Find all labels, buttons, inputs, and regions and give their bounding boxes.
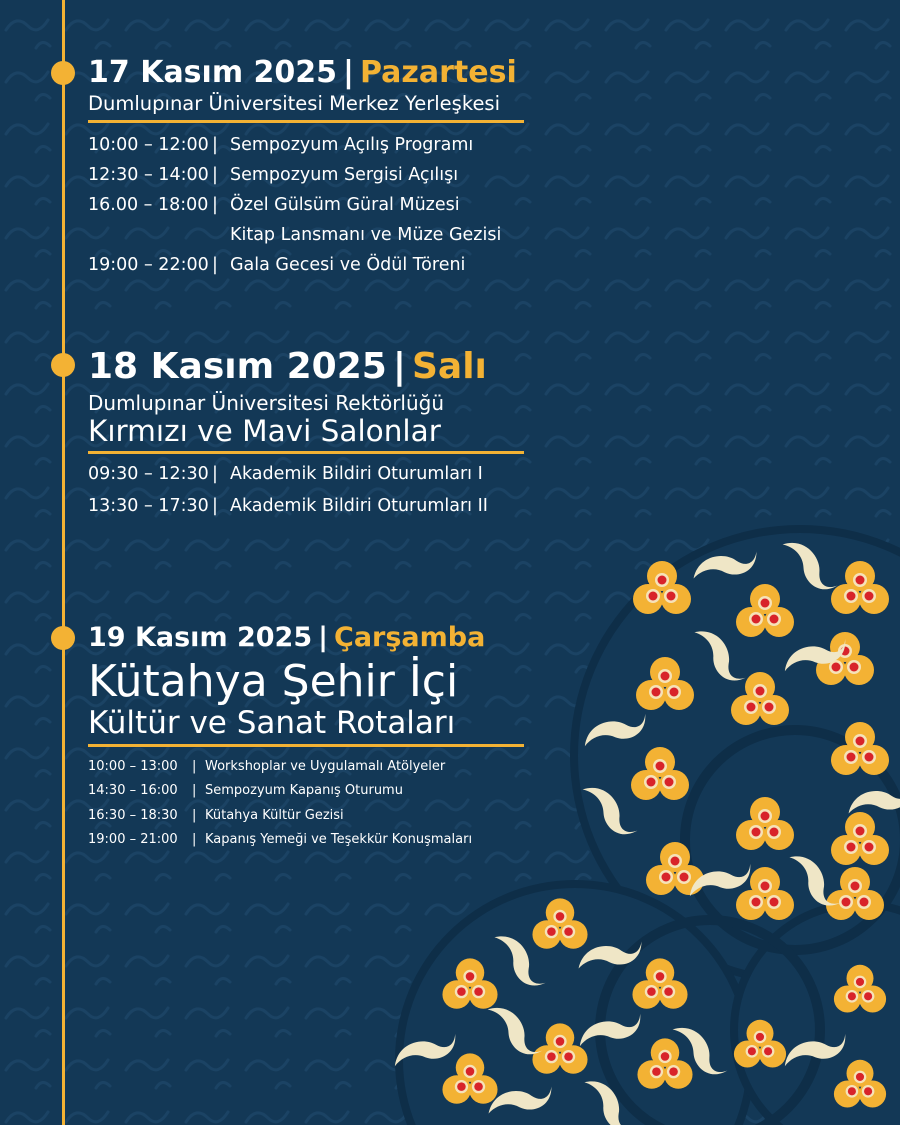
day-section-19: [88, 624, 528, 857]
heading-separator: |: [318, 622, 328, 653]
item-title: Sempozyum Açılış Programı: [230, 135, 474, 156]
heading-separator: |: [392, 346, 406, 387]
item-time: 16.00 – 18:00: [88, 195, 209, 216]
item-separator: |: [192, 807, 197, 823]
heading-separator: |: [343, 55, 354, 90]
item-time: 14:30 – 16:00: [88, 783, 178, 799]
schedule-item-continued: [88, 225, 528, 255]
schedule-list: [88, 135, 528, 285]
item-separator: |: [212, 135, 218, 156]
item-separator: |: [192, 783, 197, 799]
item-time: 19:00 – 22:00: [88, 255, 209, 276]
venue-line: Dumlupınar Üniversitesi Rektörlüğü: [88, 391, 445, 415]
item-title: Workshoplar ve Uygulamalı Atölyeler: [205, 758, 446, 774]
day-weekday: Salı: [411, 346, 487, 387]
venue-line-large: Kütahya Şehir İçi: [88, 656, 459, 707]
schedule-item: [88, 496, 528, 528]
heading-rule: [88, 744, 524, 747]
day-date: 19 Kasım 2025: [88, 622, 313, 653]
item-title: Özel Gülsüm Güral Müzesi: [230, 195, 460, 216]
item-title: Akademik Bildiri Oturumları I: [230, 463, 483, 484]
day-date: 17 Kasım 2025: [88, 55, 338, 90]
item-time: 19:00 – 21:00: [88, 832, 178, 848]
timeline-dot: [51, 353, 75, 377]
schedule-item: [88, 759, 528, 784]
timeline-line: [62, 0, 65, 1125]
schedule-item: [88, 135, 528, 165]
schedule-item: [88, 255, 528, 285]
item-time: 12:30 – 14:00: [88, 165, 209, 186]
day-date: 18 Kasım 2025: [88, 346, 387, 387]
schedule-item: [88, 783, 528, 808]
day-weekday: Çarşamba: [334, 622, 486, 653]
item-time: 13:30 – 17:30: [88, 495, 209, 516]
item-separator: |: [212, 195, 218, 216]
item-title: Gala Gecesi ve Ödül Töreni: [230, 255, 466, 276]
item-title: Sempozyum Sergisi Açılışı: [230, 165, 459, 186]
item-separator: |: [212, 463, 218, 484]
heading-rule: [88, 451, 524, 454]
venue-line-large: Kırmızı ve Mavi Salonlar: [88, 414, 441, 448]
item-separator: |: [212, 255, 218, 276]
item-separator: |: [212, 165, 218, 186]
schedule-list: [88, 759, 528, 857]
item-title: Akademik Bildiri Oturumları II: [230, 495, 488, 516]
day-section-18: [88, 346, 528, 528]
schedule-item: [88, 165, 528, 195]
item-separator: |: [192, 758, 197, 774]
item-title: Kapanış Yemeği ve Teşekkür Konuşmaları: [205, 832, 473, 848]
day-heading: [88, 346, 528, 387]
item-title: Sempozyum Kapanış Oturumu: [205, 783, 403, 799]
item-time: 16:30 – 18:30: [88, 807, 178, 823]
timeline-dot: [51, 61, 75, 85]
schedule-item: [88, 195, 528, 225]
item-time: 09:30 – 12:30: [88, 463, 209, 484]
item-title-continued: Kitap Lansmanı ve Müze Gezisi: [230, 225, 502, 246]
timeline-dot: [51, 626, 75, 650]
day-section-17: [88, 55, 528, 285]
schedule-item: [88, 464, 528, 496]
schedule-item: [88, 832, 528, 857]
item-separator: |: [212, 495, 218, 516]
day-heading: [88, 55, 528, 90]
venue-line: Dumlupınar Üniversitesi Merkez Yerleşkesi: [88, 92, 501, 115]
schedule-item: [88, 808, 528, 833]
item-time: 10:00 – 13:00: [88, 758, 178, 774]
venue-line: Kültür ve Sanat Rotaları: [88, 705, 456, 742]
item-time: 10:00 – 12:00: [88, 135, 209, 156]
schedule-list: [88, 464, 528, 528]
day-heading: [88, 624, 528, 651]
item-title: Kütahya Kültür Gezisi: [205, 807, 344, 823]
day-weekday: Pazartesi: [360, 55, 517, 90]
heading-rule: [88, 120, 524, 123]
item-separator: |: [192, 832, 197, 848]
